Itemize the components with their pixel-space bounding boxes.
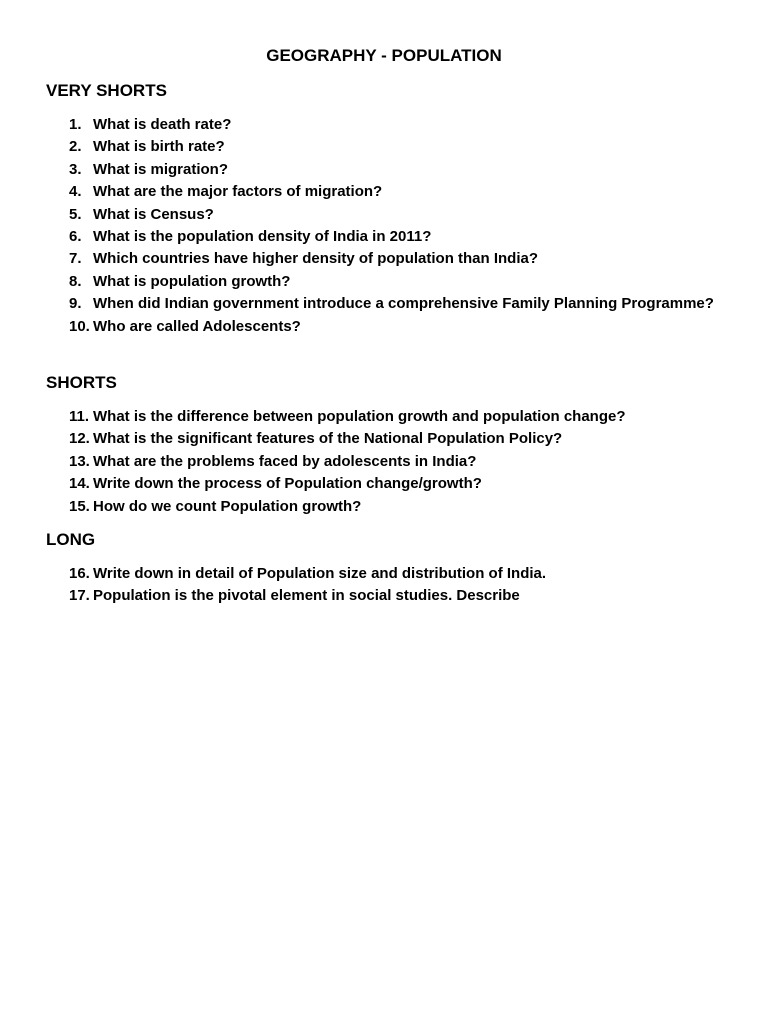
question-item — [0, 316, 768, 338]
question-text: What are the problems faced by adolescents in India? — [93, 452, 477, 470]
question-text: What are the major factors of migration? — [93, 183, 383, 201]
question-item — [0, 496, 768, 518]
section-heading-shorts: SHORTS — [46, 373, 117, 392]
question-number: 15. — [69, 497, 90, 515]
question-text: Which countries have higher density of population than India? — [93, 250, 539, 268]
question-number: 3. — [69, 160, 82, 178]
question-text: What is Census? — [93, 205, 214, 223]
question-item — [0, 114, 768, 136]
question-text: Write down the process of Population change/growth? — [93, 475, 482, 493]
question-item — [0, 563, 768, 585]
question-text: What is migration? — [93, 160, 228, 178]
question-item — [0, 159, 768, 181]
question-number: 9. — [69, 295, 82, 313]
question-item — [0, 248, 768, 270]
question-item — [0, 585, 768, 607]
question-list-very-shorts — [0, 114, 768, 338]
question-item — [0, 428, 768, 450]
question-text: Write down in detail of Population size and distribution of India. — [93, 565, 547, 582]
question-number: 13. — [69, 452, 90, 470]
question-text: What is the population density of India in 2011? — [93, 228, 432, 246]
question-text: How do we count Population growth? — [93, 497, 362, 515]
question-number: 4. — [69, 183, 82, 201]
question-item — [0, 406, 768, 428]
question-number: 7. — [69, 250, 82, 268]
question-number: 8. — [69, 272, 82, 290]
question-item — [0, 473, 768, 495]
question-text: What is death rate? — [93, 116, 232, 133]
question-number: 11. — [69, 408, 90, 425]
question-item — [0, 271, 768, 293]
question-text: Who are called Adolescents? — [93, 317, 301, 335]
question-item — [0, 181, 768, 203]
question-text: What is the difference between population growth and population change? — [93, 408, 626, 425]
question-number: 14. — [69, 475, 90, 493]
section-heading-very-shorts: VERY SHORTS — [46, 81, 167, 100]
section-heading-long: LONG — [46, 530, 96, 549]
question-number: 10. — [69, 317, 90, 335]
question-number: 12. — [69, 430, 90, 448]
question-item — [0, 204, 768, 226]
question-number: 2. — [69, 138, 82, 156]
question-number: 17. — [69, 587, 90, 605]
question-list-long — [0, 563, 768, 608]
question-text: Population is the pivotal element in social studies. Describe — [93, 587, 520, 605]
question-number: 5. — [69, 205, 82, 223]
question-number: 1. — [69, 116, 82, 133]
question-item — [0, 226, 768, 248]
question-item — [0, 136, 768, 158]
question-text: What is population growth? — [93, 272, 291, 290]
question-number: 16. — [69, 565, 90, 582]
question-text: What is the significant features of the National Population Policy? — [93, 430, 563, 448]
question-list-shorts — [0, 406, 768, 518]
question-item — [0, 451, 768, 473]
question-text: What is birth rate? — [93, 138, 225, 156]
question-text: When did Indian government introduce a comprehensive Family Planning Programme? — [93, 295, 714, 313]
document-title: GEOGRAPHY - POPULATION — [266, 46, 502, 65]
question-item — [0, 293, 768, 315]
question-number: 6. — [69, 228, 82, 246]
